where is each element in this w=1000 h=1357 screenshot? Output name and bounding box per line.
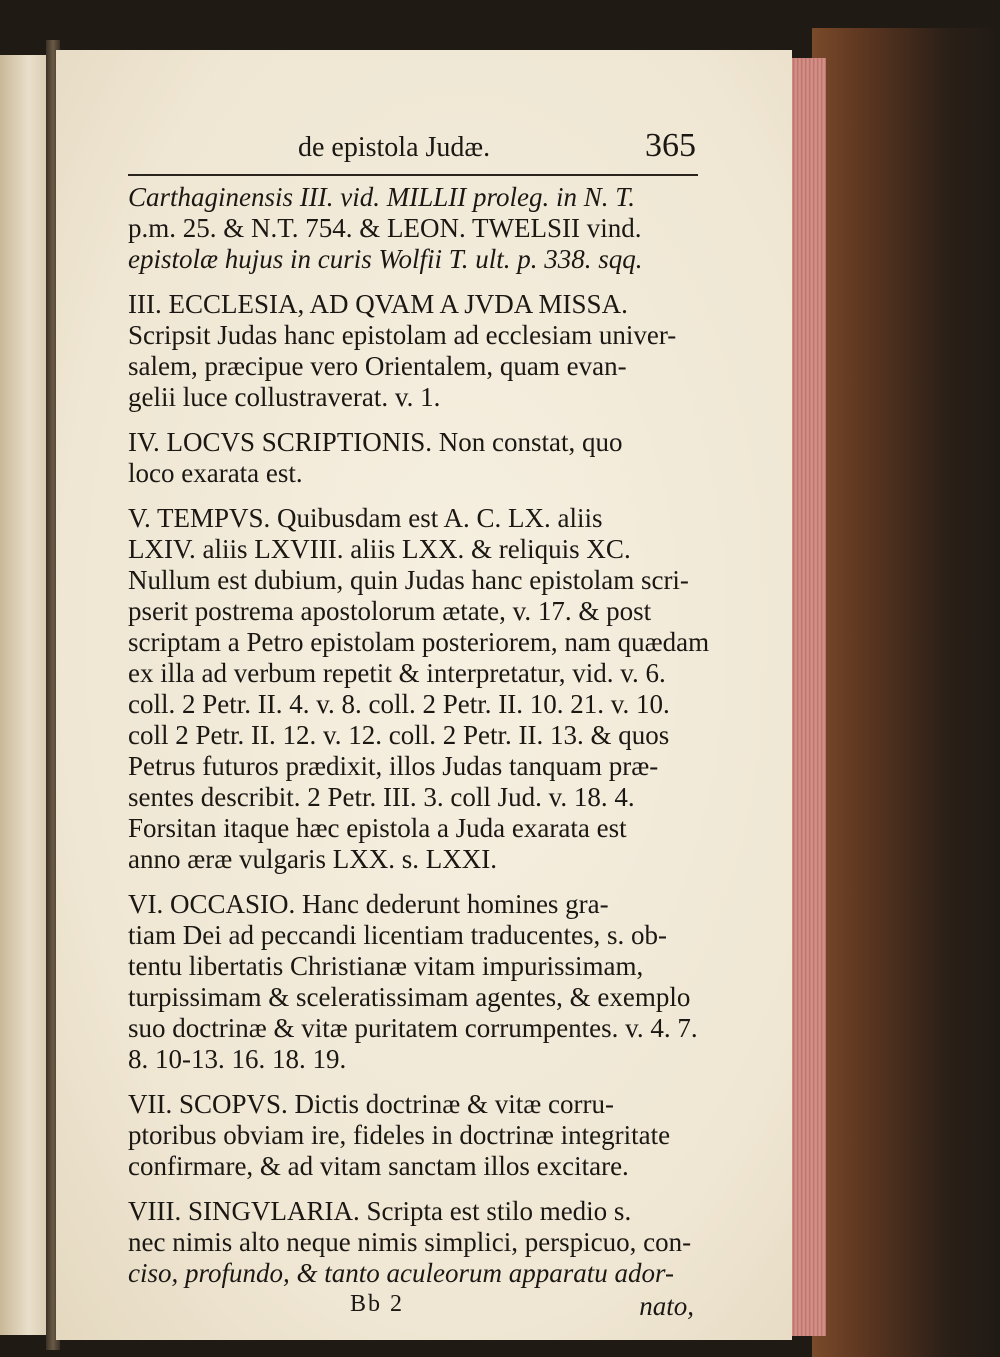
running-head: de epistola Judæ. — [298, 132, 491, 163]
text-line: pserit postrema apostolorum ætate, v. 17. & post — [128, 596, 652, 626]
text-line: Nullum est dubium, quin Judas hanc epistolam scri- — [128, 565, 689, 595]
text-line: scriptam a Petro epistolam posteriorem, nam quædam — [128, 627, 710, 657]
text-line: VIII. SINGVLARIA. Scripta est stilo medio s. — [128, 1196, 632, 1226]
text-line: confirmare, & ad vitam sanctam illos excitare. — [128, 1151, 629, 1181]
text-line: Petrus futuros prædixit, illos Judas tanquam præ- — [128, 751, 659, 781]
paragraph-gap — [128, 1182, 698, 1196]
signature-mark: Bb 2 — [350, 1291, 405, 1317]
page-footer — [128, 1289, 698, 1323]
text-line: IV. LOCVS SCRIPTIONIS. Non constat, quo — [128, 427, 623, 457]
paragraph-gap — [128, 875, 698, 889]
text-line: Forsitan itaque hæc epistola a Juda exarata est — [128, 813, 627, 843]
text-line: anno æræ vulgaris LXX. s. LXXI. — [128, 844, 497, 874]
body-text — [128, 182, 710, 1289]
text-line: VII. SCOPVS. Dictis doctrinæ & vitæ corru- — [128, 1089, 614, 1119]
text-line: LXIV. aliis LXVIII. aliis LXX. & reliquis XC. — [128, 534, 631, 564]
text-line: tiam Dei ad peccandi licentiam traducentes, s. ob- — [128, 920, 668, 950]
text-line: III. ECCLESIA, AD QVAM A JVDA MISSA. — [128, 289, 628, 319]
text-line: turpissimam & sceleratissimam agentes, & exemplo — [128, 982, 691, 1012]
paragraph-gap — [128, 489, 698, 503]
red-page-edges — [790, 58, 826, 1336]
paragraph-gap — [128, 413, 698, 427]
book-cover-edge — [812, 28, 1000, 1357]
text-line: VI. OCCASIO. Hanc dederunt homines gra- — [128, 889, 609, 919]
page-text-block — [128, 126, 710, 1323]
header-rule — [128, 174, 698, 176]
text-line: salem, præcipue vero Orientalem, quam evan- — [128, 351, 627, 381]
text-line: p.m. 25. & N.T. 754. & LEON. TWELSII vind. — [128, 213, 642, 243]
paragraph-gap — [128, 1075, 698, 1089]
page-header — [128, 126, 698, 174]
text-line: ptoribus obviam ire, fideles in doctrinæ integritate — [128, 1120, 671, 1150]
text-line: gelii luce collustraverat. v. 1. — [128, 382, 441, 412]
text-line: coll. 2 Petr. II. 4. v. 8. coll. 2 Petr. II. 10. 21. v. 10. — [128, 689, 670, 719]
text-line: ciso, profundo, & tanto aculeorum apparatu ador- — [128, 1258, 674, 1288]
text-line: 8. 10-13. 16. 18. 19. — [128, 1044, 347, 1074]
text-line: epistolæ hujus in curis Wolfii T. ult. p. 338. sqq. — [128, 244, 643, 274]
text-line: ex illa ad verbum repetit & interpretatur, vid. v. 6. — [128, 658, 666, 688]
text-line: V. TEMPVS. Quibusdam est A. C. LX. aliis — [128, 503, 603, 533]
text-line: Scripsit Judas hanc epistolam ad ecclesiam univer- — [128, 320, 677, 350]
text-line: Carthaginensis III. vid. MILLII proleg. in N. T. — [128, 182, 635, 212]
text-line: nec nimis alto neque nimis simplici, perspicuo, con- — [128, 1227, 692, 1257]
text-line: suo doctrinæ & vitæ puritatem corrumpentes. v. 4. 7. — [128, 1013, 698, 1043]
text-line: sentes describit. 2 Petr. III. 3. coll Jud. v. 18. 4. — [128, 782, 635, 812]
page-number: 365 — [645, 127, 696, 164]
text-line: tentu libertatis Christianæ vitam impurissimam, — [128, 951, 644, 981]
facing-page-edge — [0, 55, 48, 1335]
text-line: coll 2 Petr. II. 12. v. 12. coll. 2 Petr. II. 13. & quos — [128, 720, 670, 750]
text-line: loco exarata est. — [128, 458, 303, 488]
catchword: nato, — [639, 1291, 694, 1321]
paragraph-gap — [128, 275, 698, 289]
